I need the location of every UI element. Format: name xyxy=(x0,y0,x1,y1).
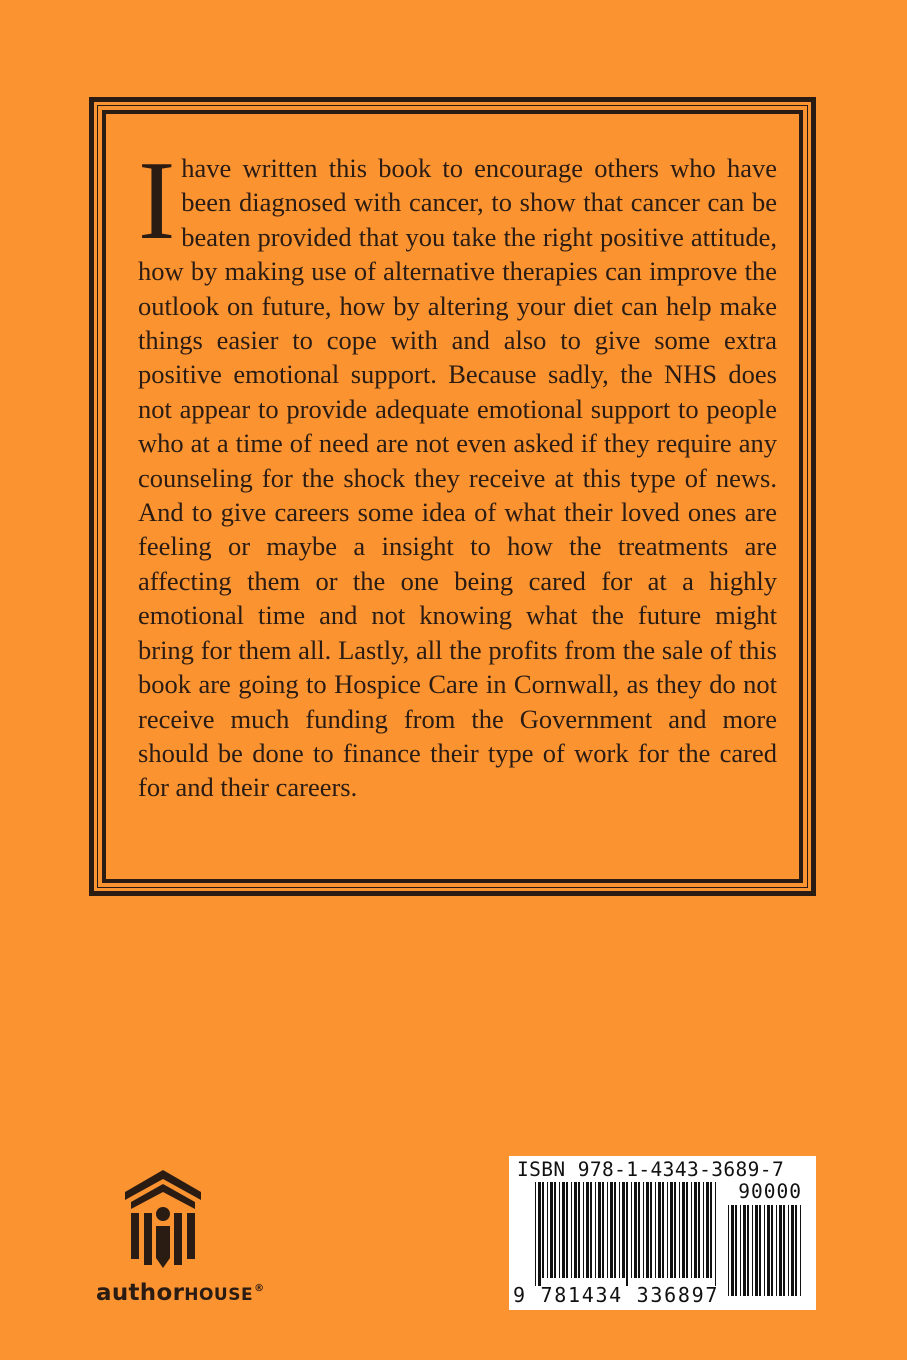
isbn-barcode xyxy=(509,1156,816,1310)
barcode-bar xyxy=(667,1182,668,1278)
barcode-bar xyxy=(703,1182,704,1278)
price-code: 90000 xyxy=(738,1180,802,1203)
barcode-bar xyxy=(619,1182,620,1278)
barcode-bar xyxy=(728,1205,729,1296)
barcode-bar xyxy=(614,1182,616,1278)
barcode-bar xyxy=(562,1182,565,1278)
publisher-name-part2: HOUSE xyxy=(184,1285,254,1305)
barcode-bar xyxy=(764,1205,765,1296)
barcode-bar xyxy=(578,1182,580,1278)
barcode-bar xyxy=(686,1182,688,1278)
barcode-bar xyxy=(542,1182,544,1278)
drop-cap-letter: I xyxy=(138,139,176,263)
barcode-bar xyxy=(694,1182,697,1278)
barcode-bar xyxy=(607,1182,608,1278)
barcode-bar xyxy=(710,1182,712,1278)
barcode-bar xyxy=(590,1182,592,1278)
barcode-bar xyxy=(767,1205,770,1296)
barcode-bar xyxy=(662,1182,664,1278)
barcode-bar xyxy=(535,1182,536,1286)
barcode-bar xyxy=(747,1205,749,1296)
barcode-bar xyxy=(731,1205,734,1296)
barcode-bar xyxy=(559,1182,560,1278)
barcode-bar xyxy=(752,1205,753,1296)
barcode-bar xyxy=(643,1182,644,1278)
barcode-bar xyxy=(691,1182,692,1278)
blurb-frame xyxy=(89,97,816,896)
barcode-bar xyxy=(538,1182,541,1286)
barcode-bar xyxy=(771,1205,773,1296)
barcode-bar xyxy=(788,1205,789,1296)
barcode-bar xyxy=(800,1205,801,1296)
barcode-bar xyxy=(679,1182,680,1278)
barcode-bar xyxy=(638,1182,640,1278)
barcode-bar xyxy=(574,1182,577,1278)
barcode-bar xyxy=(715,1182,716,1286)
barcode-bar xyxy=(658,1182,661,1278)
barcode-bar xyxy=(650,1182,652,1278)
barcode-bar xyxy=(631,1182,632,1278)
price-barcode-bars xyxy=(727,1205,805,1296)
barcode-bar xyxy=(740,1205,741,1296)
barcode-bar xyxy=(602,1182,604,1278)
barcode-bar xyxy=(779,1205,782,1296)
house-with-i-icon xyxy=(117,1168,209,1274)
blurb-text: have written this book to encourage others who have been diagnosed with cancer, to show that cancer can be beaten provided that you take the right positive attitude, how by making use of alternative therapies can improve the outlook on future, how by altering your diet can help make things easier to cope with and also to give some extra positive emotional support. Because sadly, the NHS does not appear to provide adequate emotional support to people who at a time of need are not even asked if they require any counseling for the shock they receive at this type of news. And to give careers some idea of what their loved ones are feeling or maybe a insight to how the treatments are affecting them or the one being cared for at a highly emotional time and not knowing what the future might bring for them all. Lastly, all the profits from the sale of this book are going to Hospice Care in Cornwall, as they do not receive much funding from the Government and more should be done to finance their type of work for the cared for and their careers. xyxy=(138,153,777,803)
publisher-name-part1: author xyxy=(96,1280,185,1306)
barcode-bar xyxy=(646,1182,649,1278)
publisher-name xyxy=(96,1280,264,1306)
back-cover-blurb xyxy=(138,139,777,805)
publisher-logo xyxy=(96,1168,286,1318)
barcode-bar xyxy=(795,1205,797,1296)
barcode-bar xyxy=(706,1182,709,1278)
barcode-bar xyxy=(682,1182,685,1278)
barcode-bar xyxy=(586,1182,589,1278)
barcode-bar xyxy=(791,1205,794,1296)
barcode-bar xyxy=(698,1182,700,1278)
barcode-bar xyxy=(776,1205,777,1296)
barcode-bar xyxy=(595,1182,596,1278)
ean-barcode-bars xyxy=(534,1182,720,1286)
barcode-bar xyxy=(622,1182,625,1278)
barcode-bar xyxy=(583,1182,584,1278)
barcode-bar xyxy=(610,1182,613,1278)
barcode-bar xyxy=(670,1182,673,1278)
ean-digits: 9 781434 336897 xyxy=(513,1283,720,1307)
barcode-bar xyxy=(626,1182,628,1286)
isbn-number: ISBN 978-1-4343-3689-7 xyxy=(517,1158,785,1181)
barcode-bar xyxy=(674,1182,676,1278)
barcode-bar xyxy=(783,1205,785,1296)
barcode-bar xyxy=(655,1182,656,1278)
barcode-bar xyxy=(566,1182,568,1278)
barcode-bar xyxy=(550,1182,553,1278)
barcode-bar xyxy=(759,1205,761,1296)
barcode-bar xyxy=(554,1182,556,1278)
barcode-bar xyxy=(571,1182,572,1278)
barcode-bar xyxy=(547,1182,548,1278)
barcode-bar xyxy=(598,1182,601,1278)
registered-mark: ® xyxy=(254,1283,265,1294)
barcode-bar xyxy=(735,1205,737,1296)
barcode-bar xyxy=(755,1205,758,1296)
barcode-bar xyxy=(743,1205,746,1296)
barcode-bar xyxy=(634,1182,637,1278)
